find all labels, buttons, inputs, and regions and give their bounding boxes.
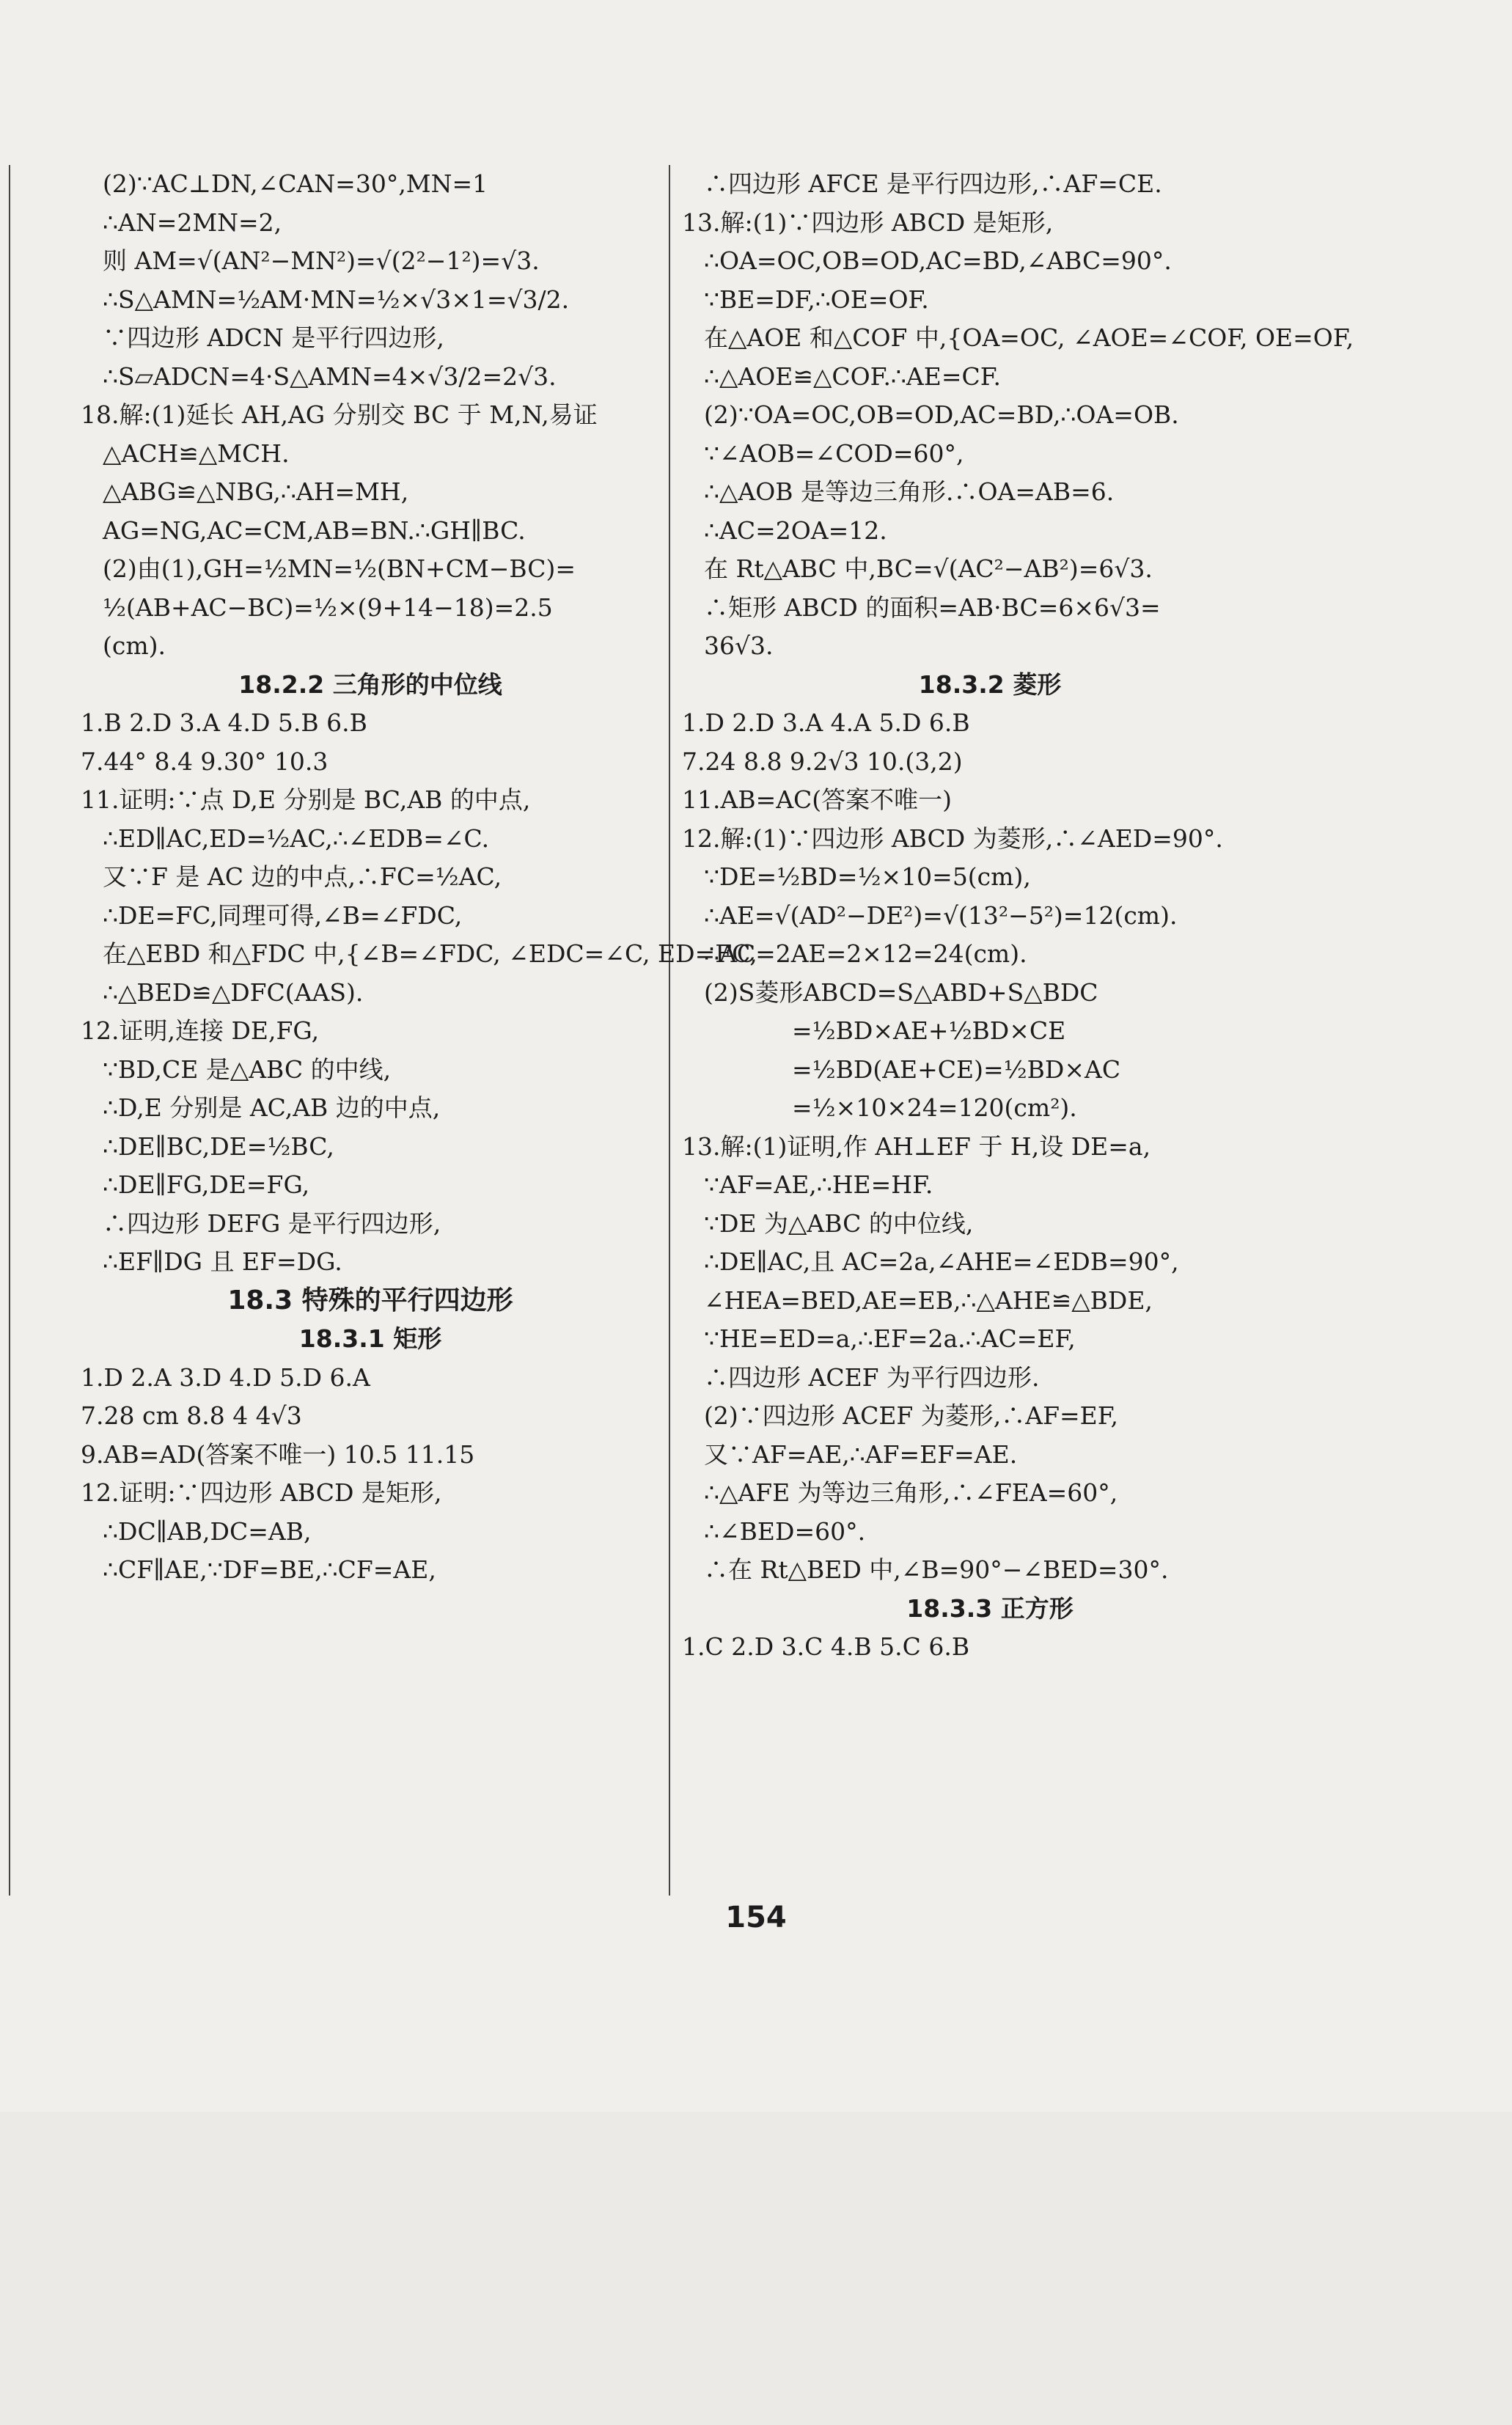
section-heading: 18.3.2 菱形 <box>918 669 1062 699</box>
text-line: (2)∵OA=OC,OB=OD,AC=BD,∴OA=OB. <box>704 400 1179 429</box>
text-line: 则 AM=√(AN²−MN²)=√(2²−1²)=√3. <box>103 246 540 275</box>
answer-line: 7.28 cm 8.8 4 4√3 <box>81 1401 302 1430</box>
text-line: (2)∵AC⊥DN,∠CAN=30°,MN=1 <box>103 169 488 198</box>
text-line: ∴△AFE 为等边三角形,∴∠FEA=60°, <box>704 1478 1118 1507</box>
text-line: (cm). <box>103 631 166 660</box>
text-line: ∴AN=2MN=2, <box>103 208 282 237</box>
text-line: ∴OA=OC,OB=OD,AC=BD,∠ABC=90°. <box>704 246 1172 275</box>
text-line: ∵DE 为△ABC 的中位线, <box>704 1208 974 1238</box>
section-heading: 18.2.2 三角形的中位线 <box>238 669 502 699</box>
text-line: =½BD(AE+CE)=½BD×AC <box>792 1054 1121 1084</box>
text-line: ∵DE=½BD=½×10=5(cm), <box>704 862 1031 891</box>
section-heading: 18.3.3 正方形 <box>906 1593 1074 1623</box>
text-line: ∵HE=ED=a,∴EF=2a.∴AC=EF, <box>704 1324 1076 1353</box>
text-line: 又∵AF=AE,∴AF=EF=AE. <box>704 1439 1018 1469</box>
text-line: ∵四边形 ADCN 是平行四边形, <box>103 323 444 352</box>
text-line: ∵BE=DF,∴OE=OF. <box>704 285 929 314</box>
answer-line: 7.44° 8.4 9.30° 10.3 <box>81 746 329 776</box>
text-line: 12.解:(1)∵四边形 ABCD 为菱形,∴∠AED=90°. <box>682 823 1223 853</box>
chapter-heading: 18.3 特殊的平行四边形 <box>227 1285 513 1316</box>
text-line: ∴ED∥AC,ED=½AC,∴∠EDB=∠C. <box>103 823 490 853</box>
answer-line: 1.C 2.D 3.C 4.B 5.C 6.B <box>682 1632 970 1661</box>
text-line: ∴AC=2OA=12. <box>704 516 887 545</box>
text-line: ∴CF∥AE,∵DF=BE,∴CF=AE, <box>103 1555 436 1584</box>
text-line: △ACH≌△MCH. <box>103 439 290 468</box>
text-line: ∴AE=√(AD²−DE²)=√(13²−5²)=12(cm). <box>704 900 1178 930</box>
text-line: 12.证明:∵四边形 ABCD 是矩形, <box>81 1478 442 1507</box>
text-line: ∵BD,CE 是△ABC 的中线, <box>103 1054 392 1084</box>
text-line: 在△AOE 和△COF 中,{OA=OC, ∠AOE=∠COF, OE=OF, <box>704 323 1354 352</box>
text-line: =½×10×24=120(cm²). <box>792 1093 1077 1122</box>
left-margin-rule <box>9 165 10 1896</box>
answer-line: 1.B 2.D 3.A 4.D 5.B 6.B <box>81 708 367 737</box>
text-line: 13.解:(1)∵四边形 ABCD 是矩形, <box>682 208 1054 237</box>
text-line: 在△EBD 和△FDC 中,{∠B=∠FDC, ∠EDC=∠C, ED=FC, <box>103 939 757 968</box>
text-line: 18.解:(1)延长 AH,AG 分别交 BC 于 M,N,易证 <box>81 400 598 429</box>
answer-line: 11.AB=AC(答案不唯一) <box>682 785 953 814</box>
text-line: (2)∵四边形 ACEF 为菱形,∴AF=EF, <box>704 1401 1118 1430</box>
text-line: AG=NG,AC=CM,AB=BN.∴GH∥BC. <box>103 516 526 545</box>
page-number: 154 <box>725 1901 787 1934</box>
text-line: ∴四边形 DEFG 是平行四边形, <box>103 1208 441 1238</box>
text-line: (2)由(1),GH=½MN=½(BN+CM−BC)= <box>103 554 576 583</box>
column-divider <box>669 165 670 1896</box>
right-column <box>682 165 1354 1667</box>
section-heading: 18.3.1 矩形 <box>298 1324 442 1353</box>
text-line: ∴DC∥AB,DC=AB, <box>103 1516 312 1546</box>
text-line: ∴DE∥AC,且 AC=2a,∠AHE=∠EDB=90°, <box>704 1247 1179 1276</box>
answer-line: 9.AB=AD(答案不唯一) 10.5 11.15 <box>81 1439 475 1469</box>
text-line: ∴DE∥FG,DE=FG, <box>103 1170 310 1199</box>
text-line: =½BD×AE+½BD×CE <box>792 1016 1066 1045</box>
text-line: ∴在 Rt△BED 中,∠B=90°−∠BED=30°. <box>704 1555 1169 1584</box>
text-line: 36√3. <box>704 631 774 660</box>
text-line: △ABG≌△NBG,∴AH=MH, <box>103 477 409 506</box>
text-line: 在 Rt△ABC 中,BC=√(AC²−AB²)=6√3. <box>704 554 1153 583</box>
text-line: ∴矩形 ABCD 的面积=AB·BC=6×6√3= <box>704 593 1161 622</box>
answer-line: 1.D 2.D 3.A 4.A 5.D 6.B <box>682 708 970 737</box>
text-line: 又∵F 是 AC 边的中点,∴FC=½AC, <box>103 862 502 891</box>
text-line: ∴S▱ADCN=4·S△AMN=4×√3/2=2√3. <box>103 362 557 391</box>
text-line: ∴△AOB 是等边三角形.∴OA=AB=6. <box>704 477 1115 506</box>
text-line: ∵∠AOB=∠COD=60°, <box>704 439 964 468</box>
text-line: (2)S菱形ABCD=S△ABD+S△BDC <box>704 977 1098 1007</box>
text-line: ∴△AOE≌△COF.∴AE=CF. <box>704 362 1001 391</box>
text-line: 11.证明:∵点 D,E 分别是 BC,AB 的中点, <box>81 785 531 814</box>
text-line: ∴EF∥DG 且 EF=DG. <box>103 1247 342 1276</box>
text-line: ½(AB+AC−BC)=½×(9+14−18)=2.5 <box>103 593 553 622</box>
text-line: ∴四边形 AFCE 是平行四边形,∴AF=CE. <box>704 169 1162 198</box>
text-line: ∴DE∥BC,DE=½BC, <box>103 1131 334 1161</box>
text-line: ∠HEA=BED,AE=EB,∴△AHE≌△BDE, <box>704 1285 1153 1315</box>
answer-line: 7.24 8.8 9.2√3 10.(3,2) <box>682 746 963 776</box>
text-line: ∴DE=FC,同理可得,∠B=∠FDC, <box>103 900 463 930</box>
text-line: ∵AF=AE,∴HE=HF. <box>704 1170 933 1199</box>
text-line: ∴S△AMN=½AM·MN=½×√3×1=√3/2. <box>103 285 570 314</box>
answer-line: 1.D 2.A 3.D 4.D 5.D 6.A <box>81 1362 370 1392</box>
text-line: 12.证明,连接 DE,FG, <box>81 1016 320 1045</box>
text-line: ∴∠BED=60°. <box>704 1516 866 1546</box>
text-line: ∴△BED≌△DFC(AAS). <box>103 977 364 1007</box>
text-line: ∴四边形 ACEF 为平行四边形. <box>704 1362 1040 1392</box>
text-line: ∴D,E 分别是 AC,AB 边的中点, <box>103 1093 441 1122</box>
text-line: ∴AC=2AE=2×12=24(cm). <box>704 939 1027 968</box>
text-line: 13.解:(1)证明,作 AH⊥EF 于 H,设 DE=a, <box>682 1131 1151 1161</box>
